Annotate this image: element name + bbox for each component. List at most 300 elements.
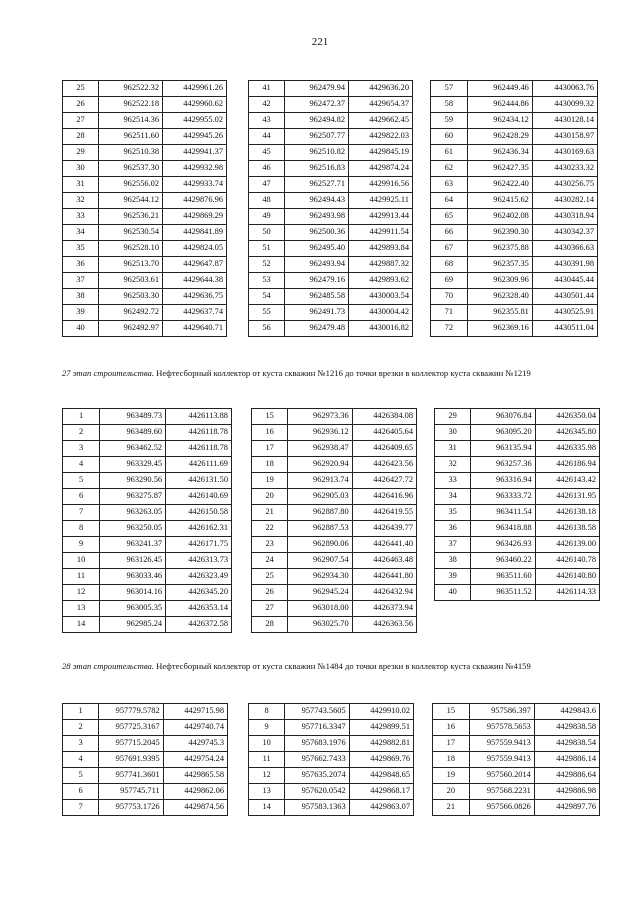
x-coordinate-cell: 962479.16 [285, 273, 349, 289]
x-coordinate-cell: 962500.36 [285, 225, 349, 241]
table-row [435, 473, 600, 489]
table-row [249, 145, 413, 161]
table-row [63, 193, 227, 209]
x-coordinate-cell: 962510.38 [99, 145, 163, 161]
table-row [63, 569, 232, 585]
table-row [249, 257, 413, 273]
point-number-cell: 2 [63, 425, 100, 441]
table-row [63, 585, 232, 601]
y-coordinate-cell: 4426441.80 [352, 569, 416, 585]
table-row [433, 800, 600, 816]
x-coordinate-cell: 957560.2014 [469, 768, 534, 784]
y-coordinate-cell: 4426350.04 [535, 409, 599, 425]
table-row [249, 305, 413, 321]
x-coordinate-cell: 963018.00 [288, 601, 352, 617]
point-number-cell: 61 [431, 145, 468, 161]
table-row [435, 521, 600, 537]
table-row [252, 601, 417, 617]
x-coordinate-cell: 962415.62 [467, 193, 532, 209]
table-row [249, 720, 414, 736]
x-coordinate-cell: 957715.2045 [99, 736, 163, 752]
y-coordinate-cell: 4429754.24 [163, 752, 227, 768]
x-coordinate-cell: 962503.30 [99, 289, 163, 305]
point-number-cell: 62 [431, 161, 468, 177]
point-number-cell: 68 [431, 257, 468, 273]
table-row [252, 569, 417, 585]
table-row [433, 768, 600, 784]
point-number-cell: 56 [249, 321, 285, 337]
point-number-cell: 35 [435, 505, 471, 521]
y-coordinate-cell: 4426140.78 [535, 553, 599, 569]
x-coordinate-cell: 962530.54 [99, 225, 163, 241]
y-coordinate-cell: 4426416.96 [352, 489, 416, 505]
y-coordinate-cell: 4429876.96 [163, 193, 227, 209]
y-coordinate-cell: 4430256.75 [532, 177, 597, 193]
y-coordinate-cell: 4426171.75 [166, 537, 232, 553]
y-coordinate-cell: 4426323.49 [166, 569, 232, 585]
x-coordinate-cell: 962507.77 [285, 129, 349, 145]
section-caption-27-text: Нефтесборный коллектор от куста скважин №1216 до точки врезки в коллектор куста скважин №1219 [153, 368, 531, 378]
y-coordinate-cell: 4430445.44 [532, 273, 597, 289]
point-number-cell: 48 [249, 193, 285, 209]
point-number-cell: 45 [249, 145, 285, 161]
y-coordinate-cell: 4429662.45 [349, 113, 413, 129]
x-coordinate-cell: 963511.60 [471, 569, 535, 585]
y-coordinate-cell: 4426335.98 [535, 441, 599, 457]
point-number-cell: 24 [252, 553, 288, 569]
x-coordinate-cell: 957691.9395 [99, 752, 163, 768]
y-coordinate-cell: 4426409.65 [352, 441, 416, 457]
y-coordinate-cell: 4426150.58 [166, 505, 232, 521]
point-number-cell: 40 [435, 585, 471, 601]
point-number-cell: 8 [249, 704, 285, 720]
table-row [249, 81, 413, 97]
x-coordinate-cell: 962528.10 [99, 241, 163, 257]
point-number-cell: 4 [63, 457, 100, 473]
table-row [63, 800, 228, 816]
y-coordinate-cell: 4429862.06 [163, 784, 227, 800]
y-coordinate-cell: 4429868.17 [349, 784, 413, 800]
x-coordinate-cell: 962428.29 [467, 129, 532, 145]
point-number-cell: 13 [63, 601, 100, 617]
x-coordinate-cell: 963095.20 [471, 425, 535, 441]
x-coordinate-cell: 963418.88 [471, 521, 535, 537]
x-coordinate-cell: 962887.53 [288, 521, 352, 537]
table-row [249, 321, 413, 337]
point-number-cell: 63 [431, 177, 468, 193]
point-number-cell: 6 [63, 489, 100, 505]
x-coordinate-cell: 962436.34 [467, 145, 532, 161]
table-row [63, 145, 227, 161]
table-row [63, 457, 232, 473]
table-row [63, 161, 227, 177]
y-coordinate-cell: 4430233.32 [532, 161, 597, 177]
table-row [252, 409, 417, 425]
y-coordinate-cell: 4429910.02 [349, 704, 413, 720]
y-coordinate-cell: 4429945.26 [163, 129, 227, 145]
table-row [435, 537, 600, 553]
point-number-cell: 53 [249, 273, 285, 289]
point-number-cell: 11 [63, 569, 100, 585]
point-number-cell: 26 [63, 97, 99, 113]
y-coordinate-cell: 4426432.94 [352, 585, 416, 601]
point-number-cell: 57 [431, 81, 468, 97]
x-coordinate-cell: 963025.70 [288, 617, 352, 633]
point-number-cell: 35 [63, 241, 99, 257]
point-number-cell: 1 [63, 409, 100, 425]
y-coordinate-cell: 4430511.04 [532, 321, 597, 337]
table-row [431, 145, 598, 161]
y-coordinate-cell: 4429874.24 [349, 161, 413, 177]
point-number-cell: 32 [63, 193, 99, 209]
y-coordinate-cell: 4429838.54 [534, 736, 599, 752]
y-coordinate-cell: 4430004.42 [349, 305, 413, 321]
x-coordinate-cell: 962402.08 [467, 209, 532, 225]
table-row [431, 177, 598, 193]
point-number-cell: 43 [249, 113, 285, 129]
table-row [63, 289, 227, 305]
table-row [435, 441, 600, 457]
point-number-cell: 44 [249, 129, 285, 145]
coords-table-s0-t2 [430, 80, 598, 337]
point-number-cell: 7 [63, 800, 99, 816]
x-coordinate-cell: 957620.0542 [285, 784, 349, 800]
point-number-cell: 33 [63, 209, 99, 225]
point-number-cell: 8 [63, 521, 100, 537]
point-number-cell: 40 [63, 321, 99, 337]
x-coordinate-cell: 963411.54 [471, 505, 535, 521]
table-row [63, 209, 227, 225]
x-coordinate-cell: 962522.18 [99, 97, 163, 113]
y-coordinate-cell: 4429745.3 [163, 736, 227, 752]
table-row [252, 473, 417, 489]
y-coordinate-cell: 4430099.32 [532, 97, 597, 113]
table-row [63, 441, 232, 457]
y-coordinate-cell: 4429654.37 [349, 97, 413, 113]
table-row [433, 704, 600, 720]
point-number-cell: 23 [252, 537, 288, 553]
table-row [63, 752, 228, 768]
y-coordinate-cell: 4429899.51 [349, 720, 413, 736]
point-number-cell: 22 [252, 521, 288, 537]
table-row [252, 585, 417, 601]
point-number-cell: 60 [431, 129, 468, 145]
table-row [431, 225, 598, 241]
table-row [249, 129, 413, 145]
table-row [63, 321, 227, 337]
x-coordinate-cell: 962375.88 [467, 241, 532, 257]
point-number-cell: 28 [63, 129, 99, 145]
table-row [249, 97, 413, 113]
x-coordinate-cell: 962934.30 [288, 569, 352, 585]
point-number-cell: 11 [249, 752, 285, 768]
y-coordinate-cell: 4430282.14 [532, 193, 597, 209]
table-row [252, 457, 417, 473]
y-coordinate-cell: 4426162.31 [166, 521, 232, 537]
table-row [431, 193, 598, 209]
table-row [431, 305, 598, 321]
point-number-cell: 15 [433, 704, 470, 720]
table-row [249, 241, 413, 257]
x-coordinate-cell: 962936.12 [288, 425, 352, 441]
y-coordinate-cell: 4426353.14 [166, 601, 232, 617]
x-coordinate-cell: 962516.83 [285, 161, 349, 177]
table-row [63, 489, 232, 505]
y-coordinate-cell: 4429893.84 [349, 241, 413, 257]
point-number-cell: 36 [63, 257, 99, 273]
x-coordinate-cell: 957779.5782 [99, 704, 163, 720]
x-coordinate-cell: 962479.48 [285, 321, 349, 337]
point-number-cell: 25 [252, 569, 288, 585]
point-number-cell: 14 [249, 800, 285, 816]
table-row [435, 585, 600, 601]
coords-table-s1-t0 [62, 408, 232, 633]
table-row [431, 161, 598, 177]
table-row [249, 113, 413, 129]
x-coordinate-cell: 963126.45 [100, 553, 166, 569]
point-number-cell: 38 [63, 289, 99, 305]
table-row [435, 569, 600, 585]
x-coordinate-cell: 963033.46 [100, 569, 166, 585]
x-coordinate-cell: 962369.16 [467, 321, 532, 337]
coords-table-s1-t2 [434, 408, 600, 601]
y-coordinate-cell: 4426441.40 [352, 537, 416, 553]
point-number-cell: 21 [252, 505, 288, 521]
point-number-cell: 39 [435, 569, 471, 585]
table-row [252, 489, 417, 505]
y-coordinate-cell: 4429925.11 [349, 193, 413, 209]
y-coordinate-cell: 4429911.54 [349, 225, 413, 241]
x-coordinate-cell: 963250.05 [100, 521, 166, 537]
table-row [252, 537, 417, 553]
y-coordinate-cell: 4429941.37 [163, 145, 227, 161]
page-number: 221 [311, 36, 329, 48]
x-coordinate-cell: 957578.5653 [469, 720, 534, 736]
x-coordinate-cell: 962434.12 [467, 113, 532, 129]
table-row [249, 161, 413, 177]
y-coordinate-cell: 4426138.58 [535, 521, 599, 537]
y-coordinate-cell: 4430003.54 [349, 289, 413, 305]
y-coordinate-cell: 4426114.33 [535, 585, 599, 601]
x-coordinate-cell: 963263.05 [100, 505, 166, 521]
table-row [63, 736, 228, 752]
point-number-cell: 72 [431, 321, 468, 337]
point-number-cell: 15 [252, 409, 288, 425]
x-coordinate-cell: 962449.46 [467, 81, 532, 97]
y-coordinate-cell: 4426143.42 [535, 473, 599, 489]
y-coordinate-cell: 4426139.00 [535, 537, 599, 553]
point-number-cell: 38 [435, 553, 471, 569]
x-coordinate-cell: 963511.52 [471, 585, 535, 601]
point-number-cell: 18 [252, 457, 288, 473]
y-coordinate-cell: 4426427.72 [352, 473, 416, 489]
point-number-cell: 41 [249, 81, 285, 97]
y-coordinate-cell: 4429740.74 [163, 720, 227, 736]
x-coordinate-cell: 962973.36 [288, 409, 352, 425]
table-row [435, 505, 600, 521]
coords-table-s2-t1 [248, 703, 414, 816]
table-row [431, 209, 598, 225]
x-coordinate-cell: 962491.73 [285, 305, 349, 321]
y-coordinate-cell: 4426373.94 [352, 601, 416, 617]
table-row [435, 553, 600, 569]
y-coordinate-cell: 4430391.98 [532, 257, 597, 273]
point-number-cell: 54 [249, 289, 285, 305]
x-coordinate-cell: 962544.12 [99, 193, 163, 209]
y-coordinate-cell: 4430501.44 [532, 289, 597, 305]
y-coordinate-cell: 4429933.74 [163, 177, 227, 193]
point-number-cell: 67 [431, 241, 468, 257]
x-coordinate-cell: 957662.7433 [285, 752, 349, 768]
y-coordinate-cell: 4429644.38 [163, 273, 227, 289]
y-coordinate-cell: 4426113.88 [166, 409, 232, 425]
x-coordinate-cell: 962945.24 [288, 585, 352, 601]
y-coordinate-cell: 4429886.98 [534, 784, 599, 800]
table-row [63, 601, 232, 617]
x-coordinate-cell: 962536.21 [99, 209, 163, 225]
table-row [63, 537, 232, 553]
x-coordinate-cell: 962556.02 [99, 177, 163, 193]
x-coordinate-cell: 957683.1976 [285, 736, 349, 752]
section-caption-28 [62, 660, 582, 672]
point-number-cell: 16 [252, 425, 288, 441]
x-coordinate-cell: 962494.43 [285, 193, 349, 209]
point-number-cell: 17 [433, 736, 470, 752]
point-number-cell: 29 [63, 145, 99, 161]
x-coordinate-cell: 962479.94 [285, 81, 349, 97]
point-number-cell: 27 [252, 601, 288, 617]
point-number-cell: 34 [435, 489, 471, 505]
point-number-cell: 52 [249, 257, 285, 273]
point-number-cell: 49 [249, 209, 285, 225]
y-coordinate-cell: 4429863.07 [349, 800, 413, 816]
table-row [249, 784, 414, 800]
y-coordinate-cell: 4429640.71 [163, 321, 227, 337]
y-coordinate-cell: 4426439.77 [352, 521, 416, 537]
point-number-cell: 36 [435, 521, 471, 537]
x-coordinate-cell: 962887.80 [288, 505, 352, 521]
table-row [63, 305, 227, 321]
y-coordinate-cell: 4429822.03 [349, 129, 413, 145]
y-coordinate-cell: 4430016.82 [349, 321, 413, 337]
point-number-cell: 10 [63, 553, 100, 569]
point-number-cell: 5 [63, 473, 100, 489]
table-row [433, 720, 600, 736]
x-coordinate-cell: 962913.74 [288, 473, 352, 489]
y-coordinate-cell: 4429843.6 [534, 704, 599, 720]
x-coordinate-cell: 963426.93 [471, 537, 535, 553]
y-coordinate-cell: 4429841.89 [163, 225, 227, 241]
x-coordinate-cell: 957586.397 [469, 704, 534, 720]
table-row [249, 752, 414, 768]
x-coordinate-cell: 963135.94 [471, 441, 535, 457]
table-row [435, 425, 600, 441]
table-row [63, 768, 228, 784]
table-row [63, 720, 228, 736]
point-number-cell: 13 [249, 784, 285, 800]
table-row [249, 704, 414, 720]
x-coordinate-cell: 962510.82 [285, 145, 349, 161]
table-row [63, 225, 227, 241]
y-coordinate-cell: 4430318.94 [532, 209, 597, 225]
y-coordinate-cell: 4429913.44 [349, 209, 413, 225]
point-number-cell: 47 [249, 177, 285, 193]
x-coordinate-cell: 957559.9413 [469, 736, 534, 752]
x-coordinate-cell: 962390.30 [467, 225, 532, 241]
point-number-cell: 3 [63, 441, 100, 457]
section-caption-27 [62, 367, 582, 379]
x-coordinate-cell: 962494.82 [285, 113, 349, 129]
point-number-cell: 9 [63, 537, 100, 553]
point-number-cell: 20 [252, 489, 288, 505]
x-coordinate-cell: 963460.22 [471, 553, 535, 569]
point-number-cell: 65 [431, 209, 468, 225]
point-number-cell: 69 [431, 273, 468, 289]
y-coordinate-cell: 4429897.76 [534, 800, 599, 816]
table-row [63, 129, 227, 145]
x-coordinate-cell: 962328.40 [467, 289, 532, 305]
y-coordinate-cell: 4429887.32 [349, 257, 413, 273]
x-coordinate-cell: 962493.94 [285, 257, 349, 273]
x-coordinate-cell: 963275.87 [100, 489, 166, 505]
point-number-cell: 25 [63, 81, 99, 97]
y-coordinate-cell: 4429961.26 [163, 81, 227, 97]
y-coordinate-cell: 4430366.63 [532, 241, 597, 257]
y-coordinate-cell: 4426131.50 [166, 473, 232, 489]
point-number-cell: 29 [435, 409, 471, 425]
table-row [252, 505, 417, 521]
table-row [431, 241, 598, 257]
point-number-cell: 37 [435, 537, 471, 553]
point-number-cell: 32 [435, 457, 471, 473]
y-coordinate-cell: 4430128.14 [532, 113, 597, 129]
x-coordinate-cell: 962427.35 [467, 161, 532, 177]
point-number-cell: 31 [63, 177, 99, 193]
point-number-cell: 7 [63, 505, 100, 521]
x-coordinate-cell: 957583.1363 [285, 800, 349, 816]
x-coordinate-cell: 957559.9413 [469, 752, 534, 768]
y-coordinate-cell: 4426345.20 [166, 585, 232, 601]
point-number-cell: 66 [431, 225, 468, 241]
table-row [249, 177, 413, 193]
table-row [63, 473, 232, 489]
y-coordinate-cell: 4426140.80 [535, 569, 599, 585]
y-coordinate-cell: 4426118.78 [166, 441, 232, 457]
y-coordinate-cell: 4426131.95 [535, 489, 599, 505]
x-coordinate-cell: 962485.58 [285, 289, 349, 305]
table-row [63, 425, 232, 441]
point-number-cell: 16 [433, 720, 470, 736]
x-coordinate-cell: 963333.72 [471, 489, 535, 505]
y-coordinate-cell: 4426463.48 [352, 553, 416, 569]
x-coordinate-cell: 962309.96 [467, 273, 532, 289]
y-coordinate-cell: 4430169.63 [532, 145, 597, 161]
y-coordinate-cell: 4429916.56 [349, 177, 413, 193]
table-row [63, 257, 227, 273]
table-row [249, 193, 413, 209]
point-number-cell: 17 [252, 441, 288, 457]
y-coordinate-cell: 4426140.69 [166, 489, 232, 505]
table-row [252, 553, 417, 569]
point-number-cell: 9 [249, 720, 285, 736]
y-coordinate-cell: 4429824.05 [163, 241, 227, 257]
table-row [431, 129, 598, 145]
x-coordinate-cell: 957753.1726 [99, 800, 163, 816]
table-row [252, 441, 417, 457]
point-number-cell: 3 [63, 736, 99, 752]
y-coordinate-cell: 4429869.29 [163, 209, 227, 225]
y-coordinate-cell: 4429932.98 [163, 161, 227, 177]
